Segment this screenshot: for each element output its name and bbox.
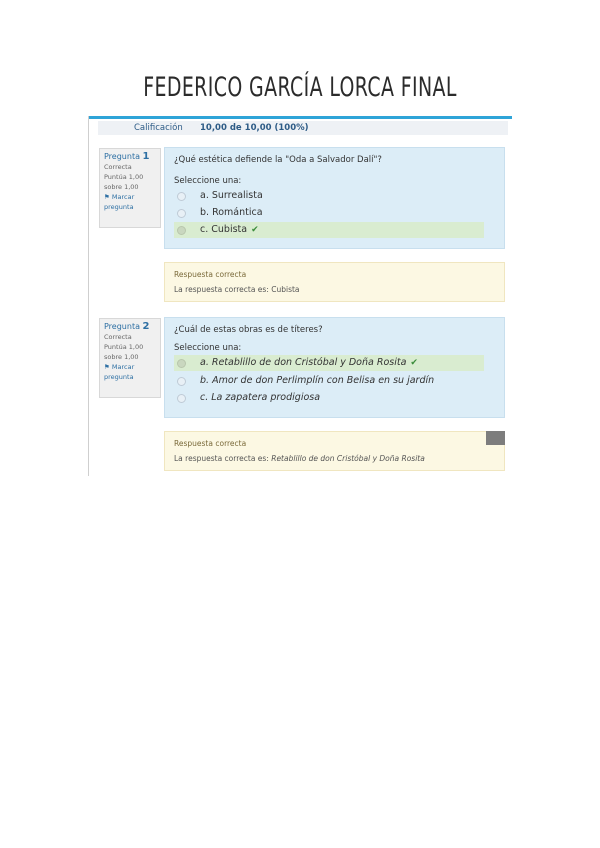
- radio-button-selected[interactable]: [177, 359, 186, 368]
- answer-label: a. Surrealista: [200, 190, 263, 201]
- answer-option-c[interactable]: [174, 222, 484, 238]
- flag-label-line1: Marcar: [111, 363, 135, 371]
- question-label: Pregunta: [104, 152, 140, 161]
- flag-label-line2: pregunta: [104, 373, 134, 381]
- page-title: FEDERICO GARCÍA LORCA FINAL: [143, 72, 457, 103]
- answer-label: a. Retablillo de don Cristóbal y Doña Rosita: [200, 357, 407, 368]
- scroll-to-top-button[interactable]: [486, 431, 505, 445]
- flag-icon: ⚑: [104, 363, 110, 371]
- flag-label-line2: pregunta: [104, 203, 134, 211]
- grade-summary: [98, 121, 508, 135]
- question-number: 2: [142, 321, 150, 332]
- question-2-formulation: [164, 317, 505, 418]
- flag-label-line1: Marcar: [111, 193, 135, 201]
- feedback-prefix: La respuesta correcta es:: [174, 285, 272, 294]
- check-icon: ✔: [410, 358, 418, 368]
- question-1-formulation: [164, 147, 505, 249]
- radio-button[interactable]: [177, 192, 186, 201]
- feedback-header: Respuesta correcta: [174, 439, 247, 448]
- question-grade-line2: sobre 1,00: [104, 353, 139, 361]
- feedback-right-answer: [174, 285, 300, 294]
- left-border: [88, 116, 89, 476]
- answer-option-a[interactable]: [174, 188, 484, 204]
- question-1-feedback: [164, 262, 505, 302]
- answer-option-b[interactable]: [174, 205, 484, 221]
- answer-option-b[interactable]: [174, 373, 484, 389]
- flag-icon: ⚑: [104, 193, 110, 201]
- feedback-answer: Cubista: [271, 285, 300, 294]
- accent-bar: [88, 116, 512, 119]
- flag-question-link[interactable]: [104, 362, 156, 372]
- question-text: ¿Cuál de estas obras es de títeres?: [174, 325, 323, 335]
- grade-label: Calificación: [134, 123, 183, 133]
- answer-prompt: Seleccione una:: [174, 176, 242, 186]
- question-grade-line1: Puntúa 1,00: [104, 343, 144, 351]
- question-state: Correcta: [104, 333, 132, 341]
- question-state: Correcta: [104, 163, 132, 171]
- question-text: ¿Qué estética defiende la "Oda a Salvador Dalí"?: [174, 155, 382, 165]
- answer-label: b. Amor de don Perlimplín con Belisa en su jardín: [200, 375, 435, 386]
- radio-button[interactable]: [177, 394, 186, 403]
- feedback-answer: Retablillo de don Cristóbal y Doña Rosita: [271, 454, 425, 463]
- answer-label: c. Cubista: [200, 224, 248, 235]
- question-2-feedback: [164, 431, 505, 471]
- question-1-info: [99, 148, 161, 228]
- feedback-header: Respuesta correcta: [174, 270, 247, 279]
- radio-button[interactable]: [177, 209, 186, 218]
- grade-value: 10,00 de 10,00 (100%): [200, 123, 309, 133]
- answer-label: b. Romántica: [200, 207, 263, 218]
- feedback-prefix: La respuesta correcta es:: [174, 454, 272, 463]
- flag-question-link[interactable]: [104, 192, 156, 202]
- question-label: Pregunta: [104, 322, 140, 331]
- question-number: 1: [142, 151, 150, 162]
- answer-option-a[interactable]: [174, 355, 484, 371]
- answer-prompt: Seleccione una:: [174, 343, 242, 353]
- question-grade-line1: Puntúa 1,00: [104, 173, 144, 181]
- radio-button-selected[interactable]: [177, 226, 186, 235]
- answer-label: c. La zapatera prodigiosa: [200, 392, 321, 403]
- question-2-info: [99, 318, 161, 398]
- answer-option-c[interactable]: [174, 390, 484, 406]
- check-icon: ✔: [251, 225, 259, 235]
- quiz-review-screenshot: [88, 116, 512, 476]
- radio-button[interactable]: [177, 377, 186, 386]
- feedback-right-answer: [174, 454, 425, 463]
- question-grade-line2: sobre 1,00: [104, 183, 139, 191]
